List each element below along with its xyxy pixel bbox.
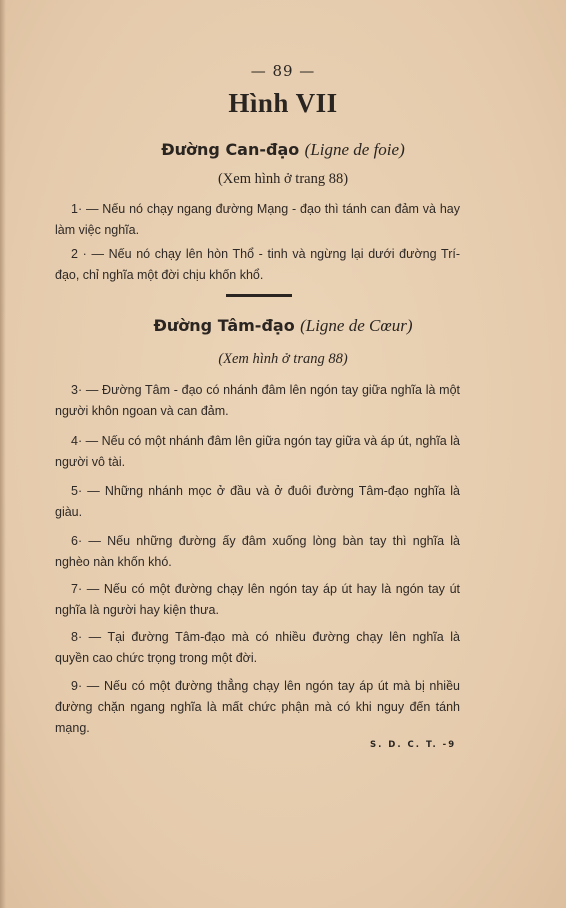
paragraph-8: 8· — Tại đường Tâm-đạo mà có nhiều đường chạy lên nghĩa là quyền cao chức trọng trong một đời. <box>55 630 460 665</box>
paragraph-1: 1· — Nếu nó chạy ngang đường Mạng - đạo thì tánh can đảm và hay làm việc nghĩa. <box>55 202 460 237</box>
figure-reference: (Xem hình ở trang 88) <box>218 351 348 367</box>
printer-imprint: S. D. C. T. -9 <box>370 740 457 750</box>
page-edge-shadow <box>0 0 6 908</box>
section-heading-can-dao <box>0 140 566 160</box>
figure-reference: (Xem hình ở trang 88) <box>217 171 349 187</box>
section-latin-name: (Ligne de Cœur) <box>300 316 413 335</box>
paragraph-2: 2 · — Nếu nó chạy lên hòn Thổ - tinh và ngừng lại dưới đường Trí-đạo, chỉ nghĩa một đời chịu khốn khổ. <box>55 247 460 282</box>
section-heading-tam-dao <box>0 316 566 336</box>
chapter-title: Hình VII <box>228 88 338 118</box>
paragraph-6: 6· — Nếu những đường ấy đâm xuống lòng bàn tay thì nghĩa là nghèo nàn khốn khó. <box>55 534 460 569</box>
page-number: — 89 — <box>250 62 316 80</box>
section-latin-name: (Ligne de foie) <box>304 140 405 159</box>
paragraph-9: 9· — Nếu có một đường thẳng chạy lên ngón tay áp út mà bị nhiều đường chặn ngang nghĩa là mất chức phận mà có khi nguy đến tánh mạng. <box>55 679 460 735</box>
section-divider <box>226 294 292 297</box>
paragraph-5: 5· — Những nhánh mọc ở đầu và ở đuôi đường Tâm-đạo nghĩa là giàu. <box>55 484 460 519</box>
section-title: Đường Can-đạo <box>161 140 300 159</box>
paragraph-7: 7· — Nếu có một đường chạy lên ngón tay áp út hay là ngón tay út nghĩa là người hay kiện thưa. <box>55 582 460 617</box>
section-title: Đường Tâm-đạo <box>153 316 295 335</box>
paragraph-3: 3· — Đường Tâm - đạo có nhánh đâm lên ngón tay giữa nghĩa là một người khôn ngoan và can đảm. <box>55 383 460 418</box>
paragraph-4: 4· — Nếu có một nhánh đâm lên giữa ngón tay giữa và áp út, nghĩa là người vô tài. <box>55 434 460 469</box>
